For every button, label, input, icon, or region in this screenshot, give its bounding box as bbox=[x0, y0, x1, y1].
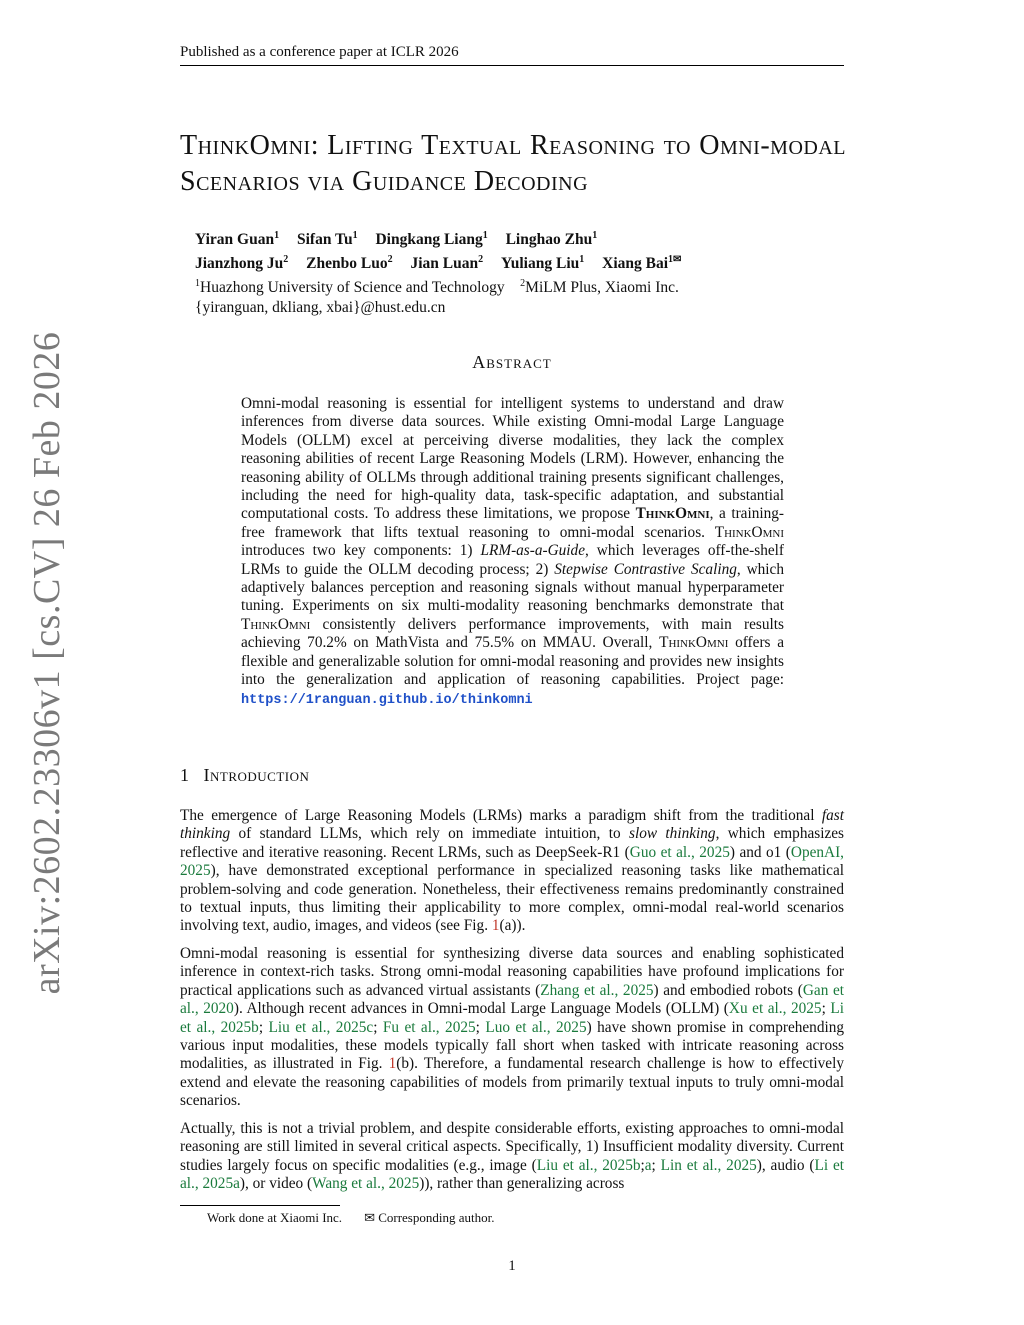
intro-paragraph-1: The emergence of Large Reasoning Models (LRMs) marks a paradigm shift from the traditional fast thinking of standard LLMs, which rely on immediate intuition, to slow thinking, which emphasizes reflective and iterative reasoning. Recent LRMs, such as DeepSeek-R1 (Guo et al., 2025) and o1 (OpenAI, 2025), have demonstrated exceptional performance in specialized reasoning tasks like mathematical problem-solving and code generation. Nonetheless, their effectiveness remains predominantly constrained to textual inputs, thus limiting their applicability to more complex, omni-modal real-world scenarios involving text, audio, images, and videos (see Fig. 1(a)). bbox=[180, 807, 845, 935]
method-name: ThinkOmni bbox=[659, 634, 729, 652]
author: Yiran Guan$^1$ bbox=[195, 230, 280, 249]
citation-link[interactable]: Liu et al., 2025b bbox=[536, 1156, 641, 1174]
author: Yuliang Liu$^1$ bbox=[500, 254, 585, 273]
author-row-2 bbox=[195, 250, 695, 274]
citation-link[interactable]: Lin et al., 2025 bbox=[660, 1156, 757, 1174]
citation-link[interactable]: Luo et al., 2025 bbox=[485, 1018, 587, 1036]
intro-paragraph-2: Omni-modal reasoning is essential for synthesizing diverse data sources and enabling sophisticated inference in context-rich tasks. Strong omni-modal reasoning capabilities have profound implications for practical applications such as advanced virtual assistants (Zhang et al., 2025) and embodied robots (Gan et al., 2020). Although recent advances in Omni-modal Large Language Models (OLLM) (Xu et al., 2025; Li et al., 2025b; Liu et al., 2025c; Fu et al., 2025; Luo et al., 2025) have shown promise in comprehending various input modalities, these models typically fall short when tasked with intricate reasoning across modalities, as illustrated in Fig. 1(b). Therefore, a fundamental research challenge is how to effectively extend and elevate the reasoning capabilities of models from primarily textual inputs to truly omni-modal scenarios. bbox=[180, 945, 845, 1110]
arxiv-id: arXiv:2602.23306v1 [cs.CV] 26 Feb 2026 bbox=[26, 331, 68, 995]
author: Linghao Zhu$^1$ bbox=[505, 230, 598, 249]
arxiv-stamp bbox=[22, 331, 72, 995]
citation-link[interactable]: a bbox=[644, 1156, 652, 1174]
author: Jian Luan$^2$ bbox=[410, 254, 484, 273]
intro-paragraph-3: Actually, this is not a trivial problem, and despite considerable efforts, existing approaches to omni-modal reasoning are still limited in several critical aspects. Specifically, 1) Insufficient modality diversity. Current studies largely focus on specific modalities (e.g., image (Liu et al., 2025b;a; Lin et al., 2025), audio (Li et al., 2025a), or video (Wang et al., 2025)), rather than generalizing across bbox=[180, 1120, 844, 1193]
author: Sifan Tu$^1$ bbox=[296, 230, 358, 249]
figure-ref-link[interactable]: 1 bbox=[491, 917, 500, 935]
citation-link[interactable]: Li et al., 2025b bbox=[180, 1000, 844, 1036]
project-link[interactable]: https://1ranguan.github.io/thinkomni bbox=[241, 692, 533, 708]
affiliations: $^1$Huazhong University of Science and Technology $^2$MiLM Plus, Xiaomi Inc. bbox=[195, 278, 679, 297]
citation-link[interactable]: Zhang et al., 2025 bbox=[540, 981, 654, 999]
figure-ref-link[interactable]: 1 bbox=[388, 1055, 397, 1073]
author: Zhenbo Luo$^2$ bbox=[306, 254, 393, 273]
running-header: Published as a conference paper at ICLR 2026 bbox=[180, 44, 459, 60]
method-name: ThinkOmni bbox=[635, 505, 710, 523]
abstract-heading: Abstract bbox=[472, 352, 552, 372]
citation-link[interactable]: Wang et al., 2025 bbox=[312, 1175, 420, 1193]
paper-title: ThinkOmni: Lifting Textual Reasoning to Omni-modal Scenarios via Guidance Decoding bbox=[180, 130, 846, 197]
footnote: Work done at Xiaomi Inc. ✉ Corresponding author. bbox=[207, 1210, 495, 1225]
citation-link[interactable]: Xu et al., 2025 bbox=[728, 1000, 822, 1018]
header-rule bbox=[180, 65, 844, 66]
citation-link[interactable]: Li et al., 2025a bbox=[180, 1156, 844, 1193]
author: Xiang Bai$^{1✉}$ bbox=[602, 254, 682, 273]
page-number: 1 bbox=[508, 1258, 516, 1274]
method-name: ThinkOmni bbox=[714, 523, 784, 541]
method-name: ThinkOmni bbox=[241, 615, 311, 633]
citation-link[interactable]: Gan et al., 2020 bbox=[180, 981, 845, 1018]
author-row-1 bbox=[195, 226, 695, 250]
author: Dingkang Liang$^1$ bbox=[375, 230, 488, 249]
citation-link[interactable]: OpenAI, 2025 bbox=[180, 843, 845, 880]
citation-link[interactable]: Guo et al., 2025 bbox=[629, 843, 730, 861]
section-heading: 1 Introduction bbox=[180, 765, 310, 785]
author: Jianzhong Ju$^2$ bbox=[195, 254, 289, 273]
author-block bbox=[195, 226, 695, 318]
abstract-text: Omni-modal reasoning is essential for intelligent systems to understand and draw inferences from diverse data sources. While existing Omni-modal Large Language Models (OLLM) excel at perceiving diverse modalities, they lack the complex reasoning abilities of recent Large Reasoning Models (LRM). However, enhancing the reasoning ability of OLLMs through additional training presents significant challenges, including the need for high-quality data, task-specific adaptation, and substantial computational costs. To address these limitations, we propose ThinkOmni, a training-free framework that lifts textual reasoning to omni-modal scenarios. ThinkOmni introduces two key components: 1) LRM-as-a-Guide, which leverages off-the-shelf LRMs to guide the OLLM decoding process; 2) Stepwise Contrastive Scaling, which adaptively balances perception and reasoning signals without manual hyperparameter tuning. Experiments on six multi-modality reasoning benchmarks demonstrate that ThinkOmni consistently delivers performance improvements, with main results achieving 70.2% on MathVista and 75.5% on MMAU. Overall, ThinkOmni offers a flexible and generalizable solution for omni-modal reasoning and provides new insights into the generalization and application of reasoning capabilities. Project page: https://1ranguan.github.io/thinkomni bbox=[241, 395, 784, 708]
citation-link[interactable]: Fu et al., 2025 bbox=[382, 1018, 476, 1036]
footnote-rule bbox=[180, 1205, 340, 1206]
author-emails: {yiranguan, dkliang, xbai}@hust.edu.cn bbox=[195, 299, 446, 317]
citation-link[interactable]: Liu et al., 2025c bbox=[268, 1018, 374, 1036]
